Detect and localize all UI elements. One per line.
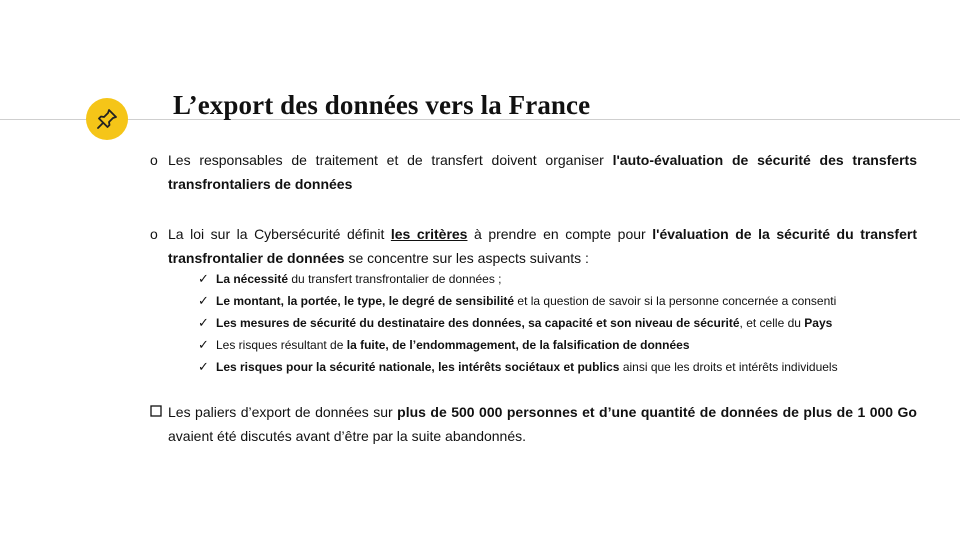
checklist-item: ✓ Les risques pour la sécurité nationale, les intérêts sociétaux et publics ainsi que les droits et intérêts individuels bbox=[198, 356, 838, 378]
page-title: L’export des données vers la France bbox=[173, 90, 591, 120]
bullet2-text-1: La loi sur la Cybersécurité définit bbox=[168, 226, 391, 242]
check-mark-icon: ✓ bbox=[198, 359, 209, 374]
checklist-item: ✓ Les risques résultant de la fuite, de l’endommagement, de la falsification de données bbox=[198, 334, 838, 356]
circle-bullet-icon: o bbox=[150, 226, 158, 242]
checklist-item: ✓ La nécessité du transfert transfrontalier de données ; bbox=[198, 268, 838, 290]
bullet1-text: Les responsables de traitement et de transfert doivent organiser bbox=[168, 152, 613, 168]
bullet2-text-2: à prendre en compte pour bbox=[467, 226, 653, 242]
pushpin-badge bbox=[86, 98, 128, 140]
circle-bullet-icon: o bbox=[150, 152, 158, 168]
criteria-underlined: les critères bbox=[390, 226, 468, 242]
pushpin-icon bbox=[95, 107, 119, 131]
bullet-self-assessment bbox=[168, 148, 917, 196]
square-bullet-icon bbox=[150, 405, 162, 417]
bullet1-bold: l'auto-évaluation de sécurité des transferts transfrontaliers de données bbox=[168, 152, 917, 192]
bullet2-bold: l'évaluation de la sécurité du transfert transfrontalier de données bbox=[168, 226, 917, 266]
bullet-criteria bbox=[168, 222, 917, 270]
bullet2-text-3: se concentre sur les aspects suivants : bbox=[344, 250, 589, 266]
check-mark-icon: ✓ bbox=[198, 271, 209, 286]
bullet3-bold: plus de 500 000 personnes et d’une quantité de données de plus de 1 000 Go bbox=[397, 404, 917, 420]
bullet-thresholds bbox=[168, 400, 917, 448]
bullet3-text-2: avaient été discutés avant d’être par la suite abandonnés. bbox=[168, 428, 527, 444]
criteria-checklist bbox=[198, 268, 838, 378]
check-mark-icon: ✓ bbox=[198, 315, 209, 330]
checklist-item: ✓ Les mesures de sécurité du destinataire des données, sa capacité et son niveau de sécurité, et celle du Pays bbox=[198, 312, 838, 334]
bullet3-text-1: Les paliers d’export de données sur bbox=[168, 404, 398, 420]
check-mark-icon: ✓ bbox=[198, 293, 209, 308]
check-mark-icon: ✓ bbox=[198, 337, 209, 352]
checklist-item: ✓ Le montant, la portée, le type, le degré de sensibilité et la question de savoir si la personne concernée a consenti bbox=[198, 290, 838, 312]
